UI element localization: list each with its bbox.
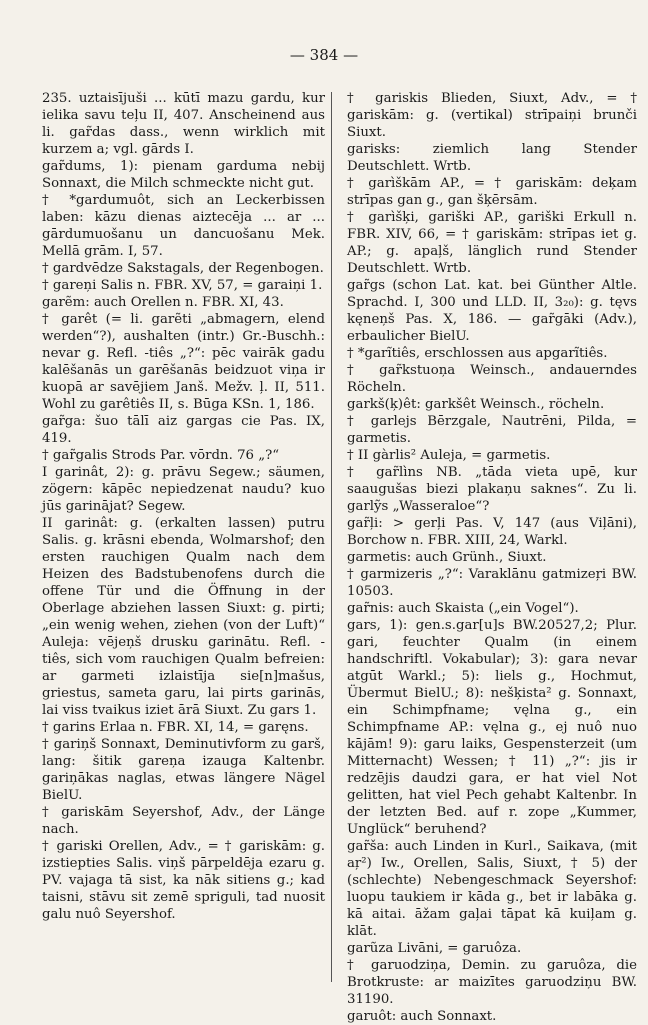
right-column [347, 90, 637, 1025]
page-number: — 384 — [289, 46, 359, 64]
dictionary-entry: † gariņš Sonnaxt, Deminutivform zu garš, lang: šitik gareņa izauga Kaltenbr. gariņākas naglas, etwas längere Nägel BielU. [42, 737, 325, 803]
dictionary-entry: † gariski Orellen, Adv., = † gariskām: g. izstiepties Salis. viņš pārpeldēja ezaru g. PV. vajaga tā sist, ka nāk sitiens g.; kad taisni, stāvu sit zemē spriguli, tad nuosit galu nuô Seyershof. [42, 839, 325, 922]
column-divider [331, 92, 332, 982]
dictionary-entry: gar̃nis: auch Skaista („ein Vogel“). [347, 601, 579, 616]
dictionary-entry: † gar̃kstuoņa Weinsch., andauerndes Röcheln. [347, 363, 637, 395]
dictionary-entry: † II gàrlis² Auleja, = garmetis. [347, 448, 551, 463]
dictionary-entry: † gar̃lìns NB. „tāda vieta upē, kur saaugušas biezi plakaņu saknes“. Zu li. garlỹs „Wasseraloe“? [347, 465, 637, 514]
dictionary-entry: II garinât: g. (erkalten lassen) putru Salis. g. krāsni ebenda, Wolmarshof; den ersten rauchigen Qualm nach dem Heizen des Badstubenofens durch die offene Tür und die Öffnung in der Oberlage abziehen lassen Siuxt: g. pirti; „ein wenig wehen, ziehen (von der Luft)“ Auleja: vējeņš drusku garinātu. Refl. -tiês, sich vom rauchigen Qualm befreien: ar garmeti izlaistīja sie[n]mašus, griestus, sameta garu, lai pirts garinās, lai viss tvaikus iziet ārā Siuxt. Zu gars 1. [42, 516, 325, 718]
dictionary-entry: † gareņi Salis n. FBR. XV, 57, = garaiņi 1. [42, 278, 323, 293]
dictionary-entry: † *gardumuôt, sich an Leckerbissen laben: kāzu dienas aiztecēja ... ar ... gārdumuošanu un dancuošanu Mek. Mellā grām. I, 57. [42, 193, 325, 259]
dictionary-entry: gar̃ša: auch Linden in Kurl., Saikava, (mit aŗ²) Iw., Orellen, Salis, Siuxt, † 5) der (schlechte) Nebengeschmack Seyershof: luopu taukiem ir kāda g., bet ir labāka g. kā aitai. āžam gaļai tāpat kā kuiļam g. klāt. [347, 839, 637, 939]
left-column [42, 90, 325, 923]
dictionary-entry: † gariskis Blieden, Siuxt, Adv., = † gariskām: g. (vertikal) strīpaiņi brunči Siuxt. [347, 91, 637, 140]
dictionary-entry: † garìškām AP., = † gariskām: deķam strīpas gan g., gan šķērsām. [347, 176, 637, 208]
dictionary-entry: † gar̃galis Strods Par. vōrdn. 76 „?“ [42, 448, 280, 463]
dictionary-entry: † garlejs Bērzgale, Nautrēni, Pilda, = garmetis. [347, 414, 637, 446]
dictionary-entry: garmetis: auch Grünh., Siuxt. [347, 550, 547, 565]
dictionary-entry: garkš(ķ)êt: garkšêt Weinsch., röcheln. [347, 397, 605, 412]
dictionary-entry: gars, 1): gen.s.gar[u]s BW.20527,2; Plur. gari, feuchter Qualm (in einem handschriftl. Vokabular); 3): gara nevar atgūt Warkl.; 5): liels g., Hochmut, Übermut BielU.; 8): nešķista² g. Sonnaxt, ein Schimpfname; vęlna g., ein Schimpfname AP.: vęlna g., ej nuô nuo kājām! 9): garu laiks, Gespensterzeit (um Mitternacht) Wessen; † 11) „?“: jis ir redzējis daudzi gara, er hat viel Not gelitten, hat viel Pech gehabt Kaltenbr. In der letzten Bed. auf r. zope „Kummer, Unglück“ beruhend? [347, 618, 637, 837]
dictionary-entry: † garuodziņa, Demin. zu garuôza, die Brotkruste: ar maizītes garuodziņu BW. 31190. [347, 958, 637, 1007]
dictionary-entry: † garêt (= li. garẽti „abmagern, elend werden“?), aushalten (intr.) Gr.-Buschh.: nevar g. Refl. -tiês „?“: pēc vairāk gadu kalēšanās un garēšanās beidzuot viņa ir kuopā ar savējiem Janš. Mežv. ļ. II, 511. Wohl zu garêtiês II, s. Būga KSn. 1, 186. [42, 312, 325, 412]
dictionary-entry: 235. uztaisījuši ... kūtī mazu gardu, kur ielika savu teļu II, 407. Anscheinend aus li. gar̃das dass., wenn wirklich mit kurzem a; vgl. gārds I. [42, 91, 325, 157]
dictionary-entry: garẽm: auch Orellen n. FBR. XI, 43. [42, 295, 284, 310]
dictionary-entry: I garinât, 2): g. prāvu Segew.; säumen, zögern: kāpēc nepiedzenat naudu? kuo jūs garinājat? Segew. [42, 465, 325, 514]
dictionary-entry: gar̃ļi: > gerļi Pas. V, 147 (aus Viļāni), Borchow n. FBR. XIII, 24, Warkl. [347, 516, 637, 548]
dictionary-entry: † garmizeris „?“: Varaklānu gatmizeŗi BW. 10503. [347, 567, 637, 599]
dictionary-entry: garuôt: auch Sonnaxt. [347, 1009, 497, 1024]
dictionary-entry: gar̃ga: šuo tālī aiz gargas cie Pas. IX, 419. [42, 414, 325, 446]
dictionary-entry: † garìšķi, gariški AP., gariški Erkull n. FBR. XIV, 66, = † gariskām: strīpas iet g. AP.; g. apaļš, länglich rund Stender Deutschlett. Wrtb. [347, 210, 637, 276]
dictionary-entry: † gardvēdze Sakstagals, der Regenbogen. [42, 261, 324, 276]
dictionary-entry: gar̃gs (schon Lat. kat. bei Günther Altle. Sprachd. I, 300 und LLD. II, 3₂₀): g. tęvs kęneņš Pas. X, 186. — gar̃gāki (Adv.), erbaulicher BielU. [347, 278, 637, 344]
dictionary-entry: garũza Livāni, = garuôza. [347, 941, 522, 956]
dictionary-entry: † garins Erlaa n. FBR. XI, 14, = garęns. [42, 720, 309, 735]
dictionary-entry: † gariskām Seyershof, Adv., der Länge nach. [42, 805, 325, 837]
dictionary-entry: garisks: ziemlich lang Stender Deutschlett. Wrtb. [347, 142, 637, 174]
dictionary-entry: † *garĩtiês, erschlossen aus apgarĩtiês. [347, 346, 608, 361]
dictionary-entry: gar̃dums, 1): pienam garduma nebij Sonnaxt, die Milch schmeckte nicht gut. [42, 159, 325, 191]
